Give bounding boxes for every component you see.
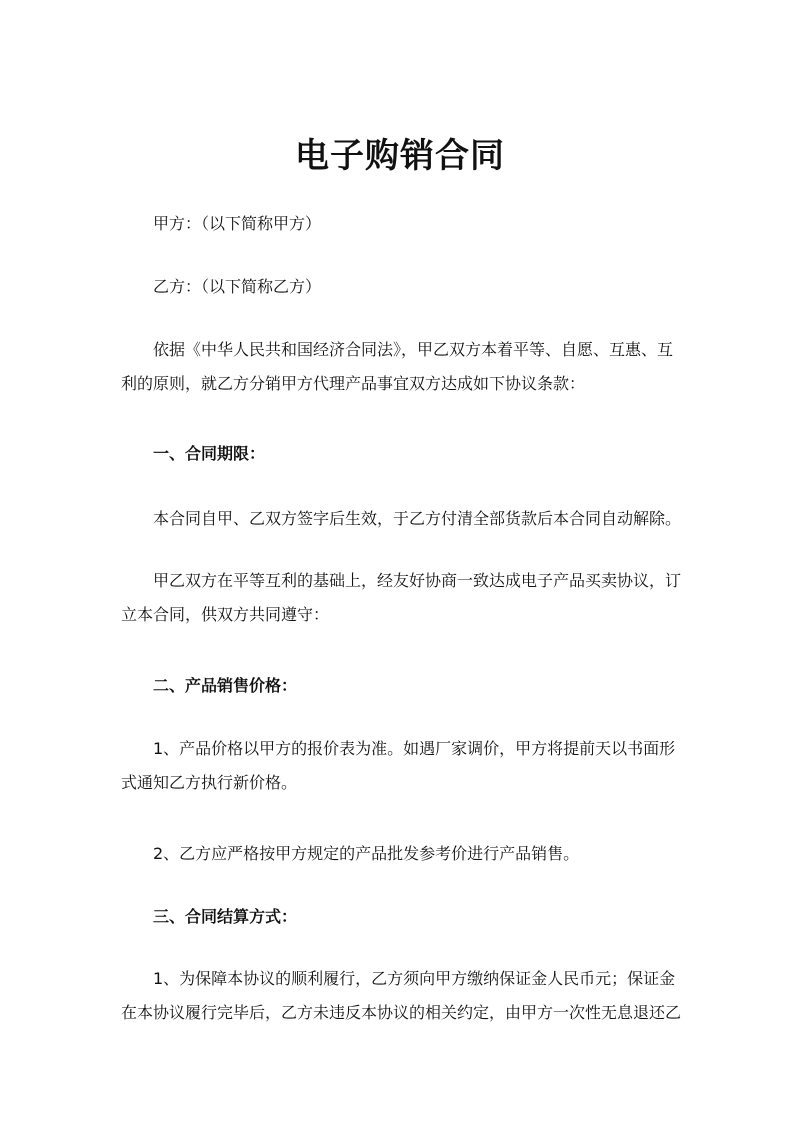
section-3-item-1-line-2: 在本协议履行完毕后，乙方未违反本协议的相关约定，由甲方一次性无息退还乙 (121, 1003, 682, 1022)
section-2-item-1-line-1: 1、产品价格以甲方的报价表为准。如遇厂家调价，甲方将提前天以书面形 (153, 739, 676, 758)
section-2-item-2: 2、乙方应严格按甲方规定的产品批发参考价进行产品销售。 (153, 844, 580, 863)
party-b: 乙方：（以下简称乙方） (153, 277, 322, 296)
section-2-heading: 二、产品销售价格： (153, 676, 298, 695)
party-a: 甲方：（以下简称甲方） (153, 214, 322, 233)
section-1-paragraph-1: 本合同自甲、乙双方签字后生效，于乙方付清全部货款后本合同自动解除。 (153, 509, 682, 528)
section-1-paragraph-2-line-2: 立本合同，供双方共同遵守： (121, 605, 330, 624)
section-2-item-1 (121, 741, 691, 791)
intro-paragraph (121, 342, 691, 392)
section-1-heading: 一、合同期限： (153, 444, 266, 463)
section-3-item-1-line-1: 1、为保障本协议的顺利履行，乙方须向甲方缴纳保证金人民币元；保证金 (153, 969, 676, 988)
document-title: 电子购销合同 (295, 136, 505, 176)
section-1-paragraph-2 (121, 573, 691, 623)
section-3-item-1 (121, 971, 691, 1021)
intro-line-1: 依据《中华人民共和国经济合同法》，甲乙双方本着平等、自愿、互惠、互 (153, 340, 674, 359)
intro-line-2: 利的原则，就乙方分销甲方代理产品事宜双方达成如下协议条款： (121, 374, 586, 393)
section-2-item-1-line-2: 式通知乙方执行新价格。 (121, 773, 298, 792)
section-1-paragraph-2-line-1: 甲乙双方在平等互利的基础上，经友好协商一致达成电子产品买卖协议，订 (153, 571, 682, 590)
section-3-heading: 三、合同结算方式： (153, 907, 298, 926)
